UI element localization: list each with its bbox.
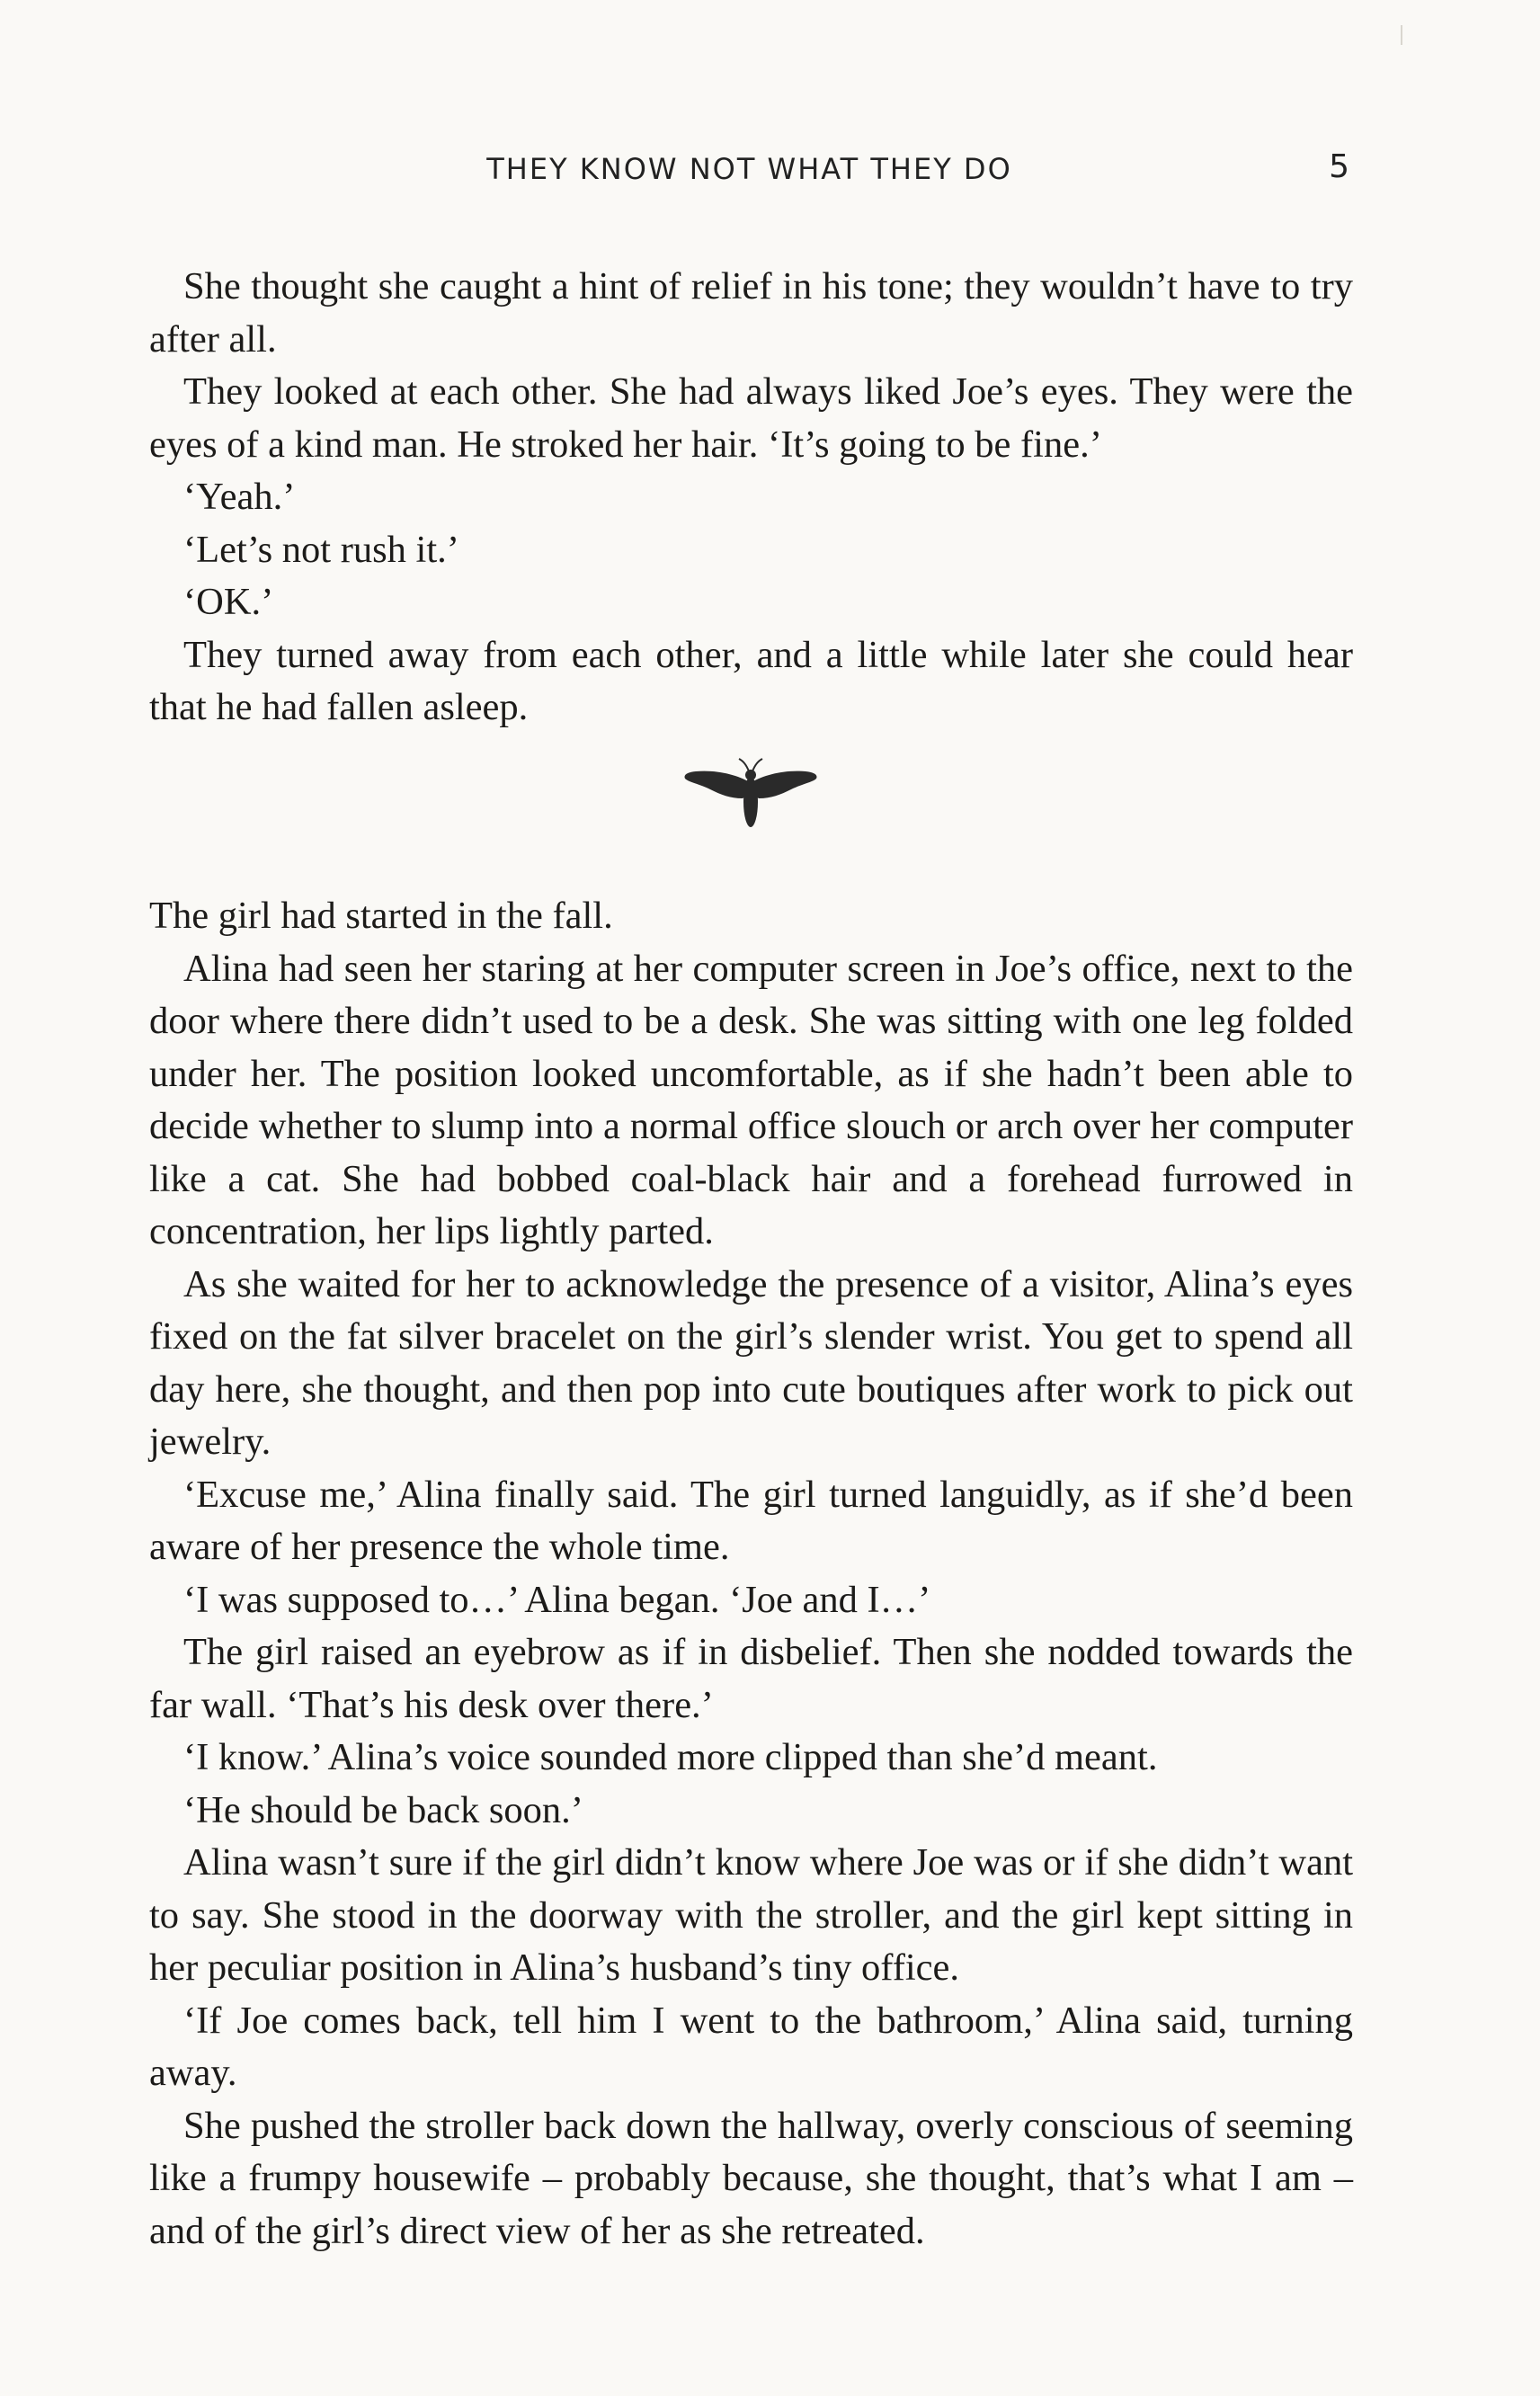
- running-title: THEY KNOW NOT WHAT THEY DO: [486, 152, 1012, 186]
- paragraph: She thought she caught a hint of relief in his tone; they wouldn’t have to try after all.: [149, 265, 1353, 361]
- section-one-text: [149, 261, 1353, 735]
- paragraph: ‘OK.’: [183, 581, 274, 623]
- section-two-text: [149, 890, 1353, 2258]
- paragraph: ‘Let’s not rush it.’: [183, 528, 459, 571]
- moth-icon: [674, 755, 827, 845]
- paragraph: ‘If Joe comes back, tell him I went to the bathroom,’ Alina said, turning away.: [149, 1999, 1353, 2094]
- paragraph: Alina wasn’t sure if the girl didn’t know where Joe was or if she didn’t want to say. She stood in the doorway with the stroller, and the girl kept sitting in her peculiar position in Alina’s husband’s tiny office.: [149, 1841, 1353, 1989]
- paragraph: Alina had seen her staring at her computer screen in Joe’s office, next to the door where there didn’t used to be a desk. She was sitting with one leg folded under her. The position looked uncomfortable, as if she hadn’t been able to decide whether to slump into a normal office slouch or arch over her computer like a cat. She had bobbed coal-black hair and a forehead furrowed in concentration, her lips lightly parted.: [149, 947, 1353, 1252]
- paragraph: ‘I know.’ Alina’s voice sounded more clipped than she’d meant.: [183, 1736, 1158, 1778]
- paragraph: They looked at each other. She had always liked Joe’s eyes. They were the eyes of a kind man. He stroked her hair. ‘It’s going to be fine.’: [149, 370, 1353, 466]
- paragraph: ‘Yeah.’: [183, 476, 296, 518]
- paragraph: The girl raised an eyebrow as if in disbelief. Then she nodded towards the far wall. ‘That’s his desk over there.’: [149, 1631, 1353, 1726]
- paragraph: The girl had started in the fall.: [149, 895, 613, 937]
- page-number: 5: [1329, 148, 1349, 185]
- running-head: [149, 148, 1349, 193]
- paragraph: As she waited for her to acknowledge the presence of a visitor, Alina’s eyes fixed on the fat silver bracelet on the girl’s slender wrist. You get to spend all day here, she thought, and then pop into cute boutiques after work to pick out jewelry.: [149, 1262, 1353, 1463]
- paragraph: ‘He should be back soon.’: [183, 1788, 583, 1831]
- paragraph: She pushed the stroller back down the hallway, overly conscious of seeming like a frumpy housewife – probably because, she thought, that’s what I am – and of the girl’s direct view of her as she retreated.: [149, 2104, 1353, 2252]
- paragraph: ‘I was supposed to…’ Alina began. ‘Joe and I…’: [183, 1578, 931, 1621]
- scan-mark: [1401, 25, 1402, 45]
- paragraph: They turned away from each other, and a little while later she could hear that he had fallen asleep.: [149, 633, 1353, 728]
- paragraph: ‘Excuse me,’ Alina finally said. The girl turned languidly, as if she’d been aware of her presence the whole time.: [149, 1473, 1353, 1568]
